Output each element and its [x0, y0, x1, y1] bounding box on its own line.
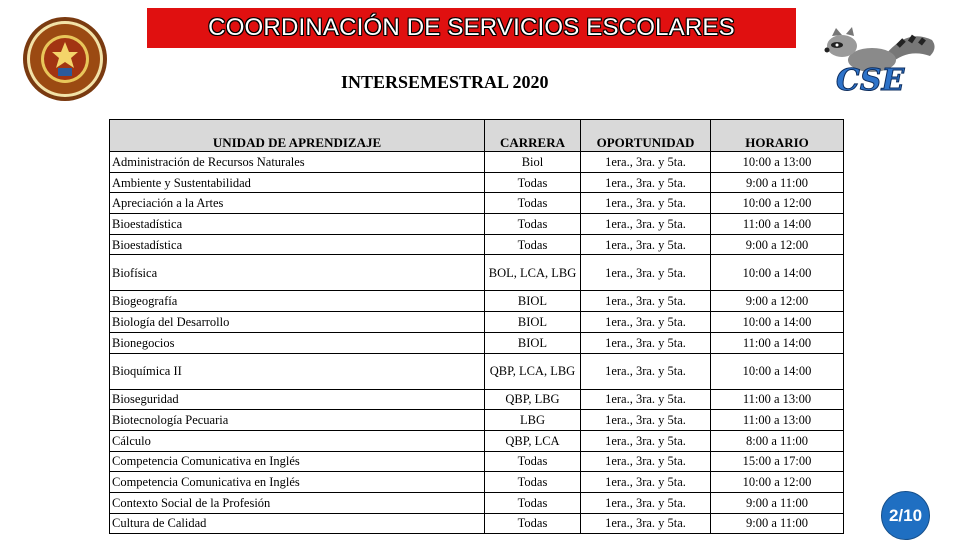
- cse-raccoon-logo: [820, 24, 938, 96]
- cell-unidad: Bioquímica II: [110, 353, 485, 389]
- faculty-seal-icon: [22, 16, 108, 102]
- table-row: [110, 152, 844, 173]
- table-row: [110, 172, 844, 193]
- column-header-carrera: CARRERA: [485, 120, 581, 152]
- page-title: COORDINACIÓN DE SERVICIOS ESCOLARES: [208, 14, 735, 41]
- page-indicator: 2/10: [881, 491, 930, 540]
- cell-carrera: BOL, LCA, LBG: [485, 255, 581, 291]
- cell-unidad: Bionegocios: [110, 332, 485, 353]
- cell-horario: 9:00 a 12:00: [711, 291, 844, 312]
- cell-unidad: Cálculo: [110, 430, 485, 451]
- cell-unidad: Competencia Comunicativa en Inglés: [110, 472, 485, 493]
- cell-horario: 9:00 a 11:00: [711, 492, 844, 513]
- table-row: [110, 214, 844, 235]
- cell-oportunidad: 1era., 3ra. y 5ta.: [581, 152, 711, 173]
- cell-carrera: Todas: [485, 214, 581, 235]
- cell-horario: 11:00 a 13:00: [711, 389, 844, 410]
- cell-carrera: LBG: [485, 410, 581, 431]
- cell-unidad: Cultura de Calidad: [110, 513, 485, 534]
- column-header-oportunidad: OPORTUNIDAD: [581, 120, 711, 152]
- cell-carrera: QBP, LBG: [485, 389, 581, 410]
- cell-unidad: Contexto Social de la Profesión: [110, 492, 485, 513]
- cell-horario: 11:00 a 14:00: [711, 332, 844, 353]
- cell-horario: 10:00 a 14:00: [711, 255, 844, 291]
- cell-oportunidad: 1era., 3ra. y 5ta.: [581, 193, 711, 214]
- cell-oportunidad: 1era., 3ra. y 5ta.: [581, 353, 711, 389]
- cell-oportunidad: 1era., 3ra. y 5ta.: [581, 513, 711, 534]
- table-row: [110, 472, 844, 493]
- cell-oportunidad: 1era., 3ra. y 5ta.: [581, 410, 711, 431]
- cell-unidad: Ambiente y Sustentabilidad: [110, 172, 485, 193]
- cell-unidad: Biología del Desarrollo: [110, 312, 485, 333]
- cell-oportunidad: 1era., 3ra. y 5ta.: [581, 451, 711, 472]
- cell-carrera: Todas: [485, 193, 581, 214]
- cell-oportunidad: 1era., 3ra. y 5ta.: [581, 472, 711, 493]
- cell-oportunidad: 1era., 3ra. y 5ta.: [581, 172, 711, 193]
- cell-carrera: BIOL: [485, 312, 581, 333]
- cell-horario: 9:00 a 11:00: [711, 172, 844, 193]
- cell-oportunidad: 1era., 3ra. y 5ta.: [581, 255, 711, 291]
- cell-oportunidad: 1era., 3ra. y 5ta.: [581, 332, 711, 353]
- table-header-row: [110, 120, 844, 152]
- cell-unidad: Administración de Recursos Naturales: [110, 152, 485, 173]
- cell-unidad: Biogeografía: [110, 291, 485, 312]
- table-row: [110, 410, 844, 431]
- cell-horario: 10:00 a 13:00: [711, 152, 844, 173]
- cell-carrera: QBP, LCA: [485, 430, 581, 451]
- cse-logo-text: CSE: [836, 63, 905, 96]
- cell-oportunidad: 1era., 3ra. y 5ta.: [581, 389, 711, 410]
- cell-carrera: Todas: [485, 234, 581, 255]
- cell-oportunidad: 1era., 3ra. y 5ta.: [581, 312, 711, 333]
- cell-carrera: Todas: [485, 492, 581, 513]
- cell-unidad: Bioestadística: [110, 234, 485, 255]
- cell-carrera: QBP, LCA, LBG: [485, 353, 581, 389]
- table-row: [110, 291, 844, 312]
- cell-horario: 9:00 a 12:00: [711, 234, 844, 255]
- column-header-horario: HORARIO: [711, 120, 844, 152]
- cell-carrera: Todas: [485, 472, 581, 493]
- table-row: [110, 353, 844, 389]
- cell-carrera: Biol: [485, 152, 581, 173]
- cell-carrera: Todas: [485, 172, 581, 193]
- table-row: [110, 513, 844, 534]
- table-row: [110, 492, 844, 513]
- cell-unidad: Competencia Comunicativa en Inglés: [110, 451, 485, 472]
- cell-horario: 10:00 a 14:00: [711, 353, 844, 389]
- table-body: [110, 152, 844, 534]
- cell-carrera: Todas: [485, 513, 581, 534]
- cell-oportunidad: 1era., 3ra. y 5ta.: [581, 234, 711, 255]
- cell-oportunidad: 1era., 3ra. y 5ta.: [581, 430, 711, 451]
- table-row: [110, 430, 844, 451]
- table-row: [110, 255, 844, 291]
- cell-horario: 9:00 a 11:00: [711, 513, 844, 534]
- table-row: [110, 234, 844, 255]
- cell-unidad: Bioestadística: [110, 214, 485, 235]
- page-subtitle: INTERSEMESTRAL 2020: [341, 72, 549, 92]
- cell-unidad: Bioseguridad: [110, 389, 485, 410]
- cell-carrera: Todas: [485, 451, 581, 472]
- cell-horario: 10:00 a 12:00: [711, 193, 844, 214]
- cell-carrera: BIOL: [485, 291, 581, 312]
- cell-horario: 10:00 a 14:00: [711, 312, 844, 333]
- cell-unidad: Biotecnología Pecuaria: [110, 410, 485, 431]
- cell-oportunidad: 1era., 3ra. y 5ta.: [581, 492, 711, 513]
- cell-horario: 11:00 a 14:00: [711, 214, 844, 235]
- cell-unidad: Apreciación a la Artes: [110, 193, 485, 214]
- cell-unidad: Biofísica: [110, 255, 485, 291]
- cell-horario: 10:00 a 12:00: [711, 472, 844, 493]
- cell-oportunidad: 1era., 3ra. y 5ta.: [581, 214, 711, 235]
- schedule-table: [109, 119, 844, 534]
- column-header-unidad: UNIDAD DE APRENDIZAJE: [110, 120, 485, 152]
- table-row: [110, 332, 844, 353]
- table-row: [110, 312, 844, 333]
- table-row: [110, 389, 844, 410]
- cell-oportunidad: 1era., 3ra. y 5ta.: [581, 291, 711, 312]
- cell-horario: 8:00 a 11:00: [711, 430, 844, 451]
- table-row: [110, 451, 844, 472]
- title-banner: [147, 8, 796, 48]
- table-row: [110, 193, 844, 214]
- cell-horario: 15:00 a 17:00: [711, 451, 844, 472]
- cell-horario: 11:00 a 13:00: [711, 410, 844, 431]
- cell-carrera: BIOL: [485, 332, 581, 353]
